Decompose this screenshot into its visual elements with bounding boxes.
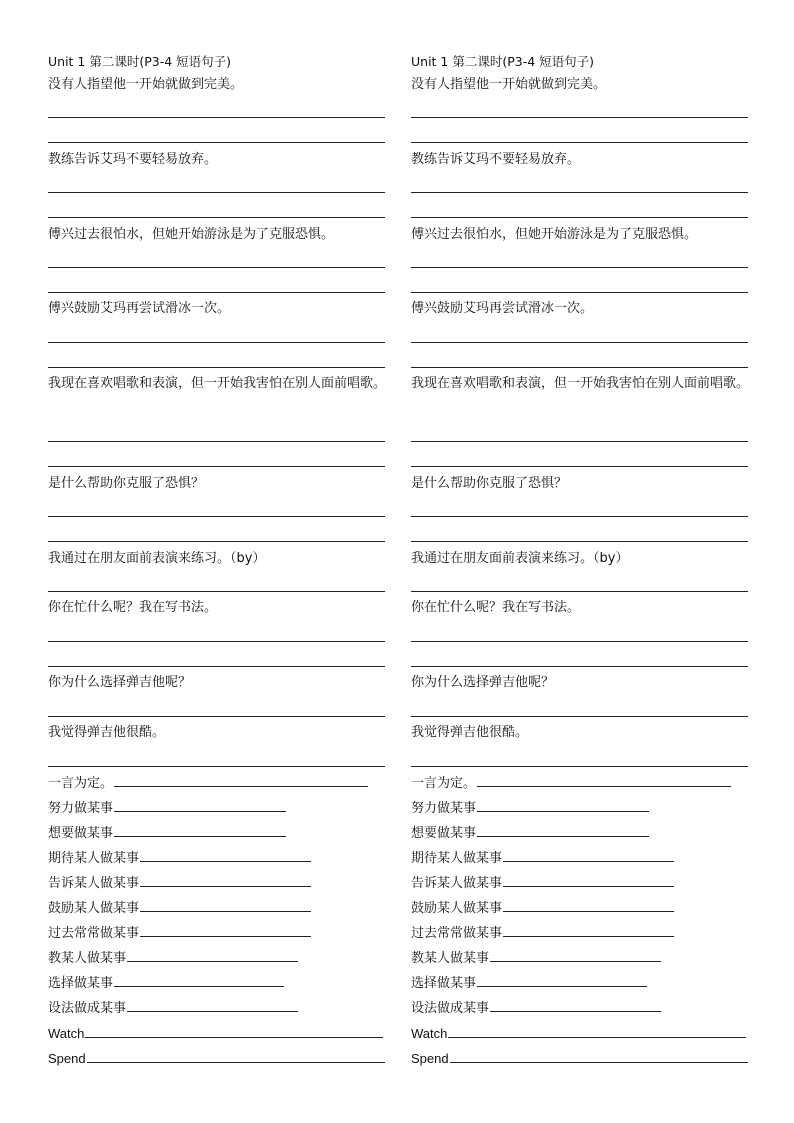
phrase-label: 一言为定。 — [48, 776, 114, 791]
phrase-item — [411, 772, 731, 796]
phrase-blank[interactable] — [477, 797, 649, 812]
phrase-label: 期待某人做某事 — [48, 851, 140, 866]
phrase-item — [411, 972, 647, 996]
phrase-label: 努力做某事 — [411, 801, 477, 816]
sentence-prompt: 是什么帮助你克服了恐惧？ — [411, 476, 568, 491]
sentence-prompt: 教练告诉艾玛不要轻易放弃。 — [48, 152, 218, 167]
phrase-blank[interactable] — [477, 772, 731, 787]
phrase-item — [48, 1047, 385, 1071]
sentence-item — [48, 596, 393, 620]
sentence-prompt: 我通过在朋友面前表演来练习。（by） — [411, 551, 629, 566]
phrase-blank[interactable] — [127, 997, 298, 1012]
phrase-label: Watch — [48, 1026, 85, 1041]
sentence-item — [48, 148, 393, 172]
worksheet-title: Unit 1 第二课时(P3-4 短语句子) — [411, 54, 595, 69]
sentence-item — [48, 671, 393, 695]
sentence-prompt: 我觉得弹吉他很酷。 — [48, 725, 166, 740]
phrase-item — [48, 847, 311, 871]
phrase-label: 选择做某事 — [48, 976, 114, 991]
phrase-item — [48, 972, 284, 996]
answer-line[interactable] — [48, 591, 385, 592]
sentence-item — [411, 721, 756, 745]
phrase-blank[interactable] — [503, 847, 674, 862]
answer-line[interactable] — [48, 441, 385, 442]
sentence-prompt: 傅兴鼓励艾玛再尝试滑冰一次。 — [411, 301, 594, 316]
phrase-blank[interactable] — [127, 947, 298, 962]
phrase-label: 期待某人做某事 — [411, 851, 503, 866]
answer-line[interactable] — [411, 342, 748, 343]
answer-line[interactable] — [48, 342, 385, 343]
phrase-label: 过去常常做某事 — [48, 926, 140, 941]
answer-line[interactable] — [48, 292, 385, 293]
sentence-item — [411, 223, 756, 247]
phrase-label: 告诉某人做某事 — [411, 876, 503, 891]
phrase-item — [411, 872, 674, 896]
sentence-prompt: 傅兴鼓励艾玛再尝试滑冰一次。 — [48, 301, 231, 316]
phrase-item — [48, 822, 286, 846]
answer-line[interactable] — [48, 117, 385, 118]
sentence-item — [48, 297, 393, 321]
answer-line[interactable] — [48, 641, 385, 642]
phrase-label: Spend — [48, 1051, 86, 1066]
sentence-prompt: 我现在喜欢唱歌和表演，但一开始我害怕在别人面前唱歌。 — [411, 376, 750, 391]
answer-line[interactable] — [48, 367, 385, 368]
phrase-blank[interactable] — [114, 822, 286, 837]
phrase-blank[interactable] — [140, 872, 311, 887]
phrase-label: 想要做某事 — [48, 826, 114, 841]
answer-line[interactable] — [411, 466, 748, 467]
sentence-item — [411, 372, 756, 396]
sentence-prompt: 我觉得弹吉他很酷。 — [411, 725, 529, 740]
answer-line[interactable] — [411, 666, 748, 667]
phrase-blank[interactable] — [448, 1023, 746, 1038]
worksheet-title: Unit 1 第二课时(P3-4 短语句子) — [48, 54, 232, 69]
phrase-label: 教某人做某事 — [48, 951, 127, 966]
phrase-blank[interactable] — [140, 897, 311, 912]
answer-line[interactable] — [411, 641, 748, 642]
sentence-item — [411, 297, 756, 321]
sentence-item — [48, 721, 393, 745]
answer-line[interactable] — [48, 766, 385, 767]
answer-line[interactable] — [48, 466, 385, 467]
phrase-item — [411, 1047, 748, 1071]
sentence-item — [411, 148, 756, 172]
sentence-item — [411, 547, 756, 571]
phrase-item — [48, 922, 311, 946]
answer-line[interactable] — [48, 192, 385, 193]
phrase-blank[interactable] — [503, 872, 674, 887]
phrase-item — [48, 1022, 383, 1046]
phrase-item — [411, 922, 674, 946]
sentence-item — [48, 472, 393, 496]
phrase-item — [411, 1022, 746, 1046]
sentence-item — [48, 73, 393, 97]
answer-line[interactable] — [411, 766, 748, 767]
phrase-label: 设法做成某事 — [411, 1001, 490, 1016]
sentence-prompt: 傅兴过去很怕水，但她开始游泳是为了克服恐惧。 — [48, 227, 335, 242]
sentence-prompt: 是什么帮助你克服了恐惧？ — [48, 476, 205, 491]
sentence-prompt: 傅兴过去很怕水，但她开始游泳是为了克服恐惧。 — [411, 227, 698, 242]
phrase-blank[interactable] — [114, 797, 286, 812]
sentence-item — [411, 73, 756, 97]
phrase-blank[interactable] — [503, 897, 674, 912]
answer-line[interactable] — [48, 716, 385, 717]
answer-line[interactable] — [411, 516, 748, 517]
phrase-blank[interactable] — [114, 972, 284, 987]
answer-line[interactable] — [48, 516, 385, 517]
phrase-item — [48, 797, 286, 821]
phrase-label: 告诉某人做某事 — [48, 876, 140, 891]
phrase-blank[interactable] — [140, 922, 311, 937]
sentence-prompt: 你在忙什么呢？我在写书法。 — [48, 600, 218, 615]
answer-line[interactable] — [411, 541, 748, 542]
sentence-item — [411, 472, 756, 496]
phrase-label: Spend — [411, 1051, 449, 1066]
answer-line[interactable] — [48, 142, 385, 143]
phrase-item — [411, 797, 649, 821]
answer-line[interactable] — [48, 217, 385, 218]
phrase-item — [411, 897, 674, 921]
sentence-item — [48, 372, 393, 396]
phrase-blank[interactable] — [87, 1048, 385, 1063]
phrase-blank[interactable] — [477, 822, 649, 837]
phrase-label: 努力做某事 — [48, 801, 114, 816]
phrase-item — [48, 897, 311, 921]
sentence-item — [48, 223, 393, 247]
sentence-item — [411, 596, 756, 620]
phrase-label: 一言为定。 — [411, 776, 477, 791]
answer-line[interactable] — [411, 217, 748, 218]
phrase-label: 鼓励某人做某事 — [411, 901, 503, 916]
answer-line[interactable] — [411, 142, 748, 143]
answer-line[interactable] — [411, 117, 748, 118]
phrase-label: 想要做某事 — [411, 826, 477, 841]
answer-line[interactable] — [411, 267, 748, 268]
phrase-blank[interactable] — [85, 1023, 383, 1038]
sentence-prompt: 你为什么选择弹吉他呢？ — [411, 675, 555, 690]
phrase-item — [411, 947, 661, 971]
sentence-prompt: 我现在喜欢唱歌和表演，但一开始我害怕在别人面前唱歌。 — [48, 376, 387, 391]
phrase-blank[interactable] — [503, 922, 674, 937]
sentence-item — [411, 671, 756, 695]
answer-line[interactable] — [411, 441, 748, 442]
phrase-blank[interactable] — [490, 997, 661, 1012]
phrase-item — [48, 947, 298, 971]
phrase-item — [48, 772, 368, 796]
phrase-item — [48, 997, 298, 1021]
phrase-label: 鼓励某人做某事 — [48, 901, 140, 916]
sentence-prompt: 我通过在朋友面前表演来练习。（by） — [48, 551, 266, 566]
phrase-item — [48, 872, 311, 896]
sentence-prompt: 教练告诉艾玛不要轻易放弃。 — [411, 152, 581, 167]
phrase-item — [411, 847, 674, 871]
phrase-label: Watch — [411, 1026, 448, 1041]
answer-line[interactable] — [411, 292, 748, 293]
phrase-label: 选择做某事 — [411, 976, 477, 991]
phrase-blank[interactable] — [477, 972, 647, 987]
phrase-blank[interactable] — [490, 947, 661, 962]
answer-line[interactable] — [48, 666, 385, 667]
sentence-prompt: 你在忙什么呢？我在写书法。 — [411, 600, 581, 615]
answer-line[interactable] — [411, 591, 748, 592]
phrase-blank[interactable] — [140, 847, 311, 862]
answer-line[interactable] — [48, 267, 385, 268]
phrase-blank[interactable] — [114, 772, 368, 787]
phrase-label: 设法做成某事 — [48, 1001, 127, 1016]
phrase-item — [411, 822, 649, 846]
phrase-item — [411, 997, 661, 1021]
answer-line[interactable] — [411, 367, 748, 368]
sentence-prompt: 你为什么选择弹吉他呢？ — [48, 675, 192, 690]
sentence-prompt: 没有人指望他一开始就做到完美。 — [48, 77, 244, 92]
phrase-blank[interactable] — [450, 1048, 748, 1063]
answer-line[interactable] — [48, 541, 385, 542]
answer-line[interactable] — [411, 192, 748, 193]
phrase-label: 过去常常做某事 — [411, 926, 503, 941]
phrase-label: 教某人做某事 — [411, 951, 490, 966]
sentence-prompt: 没有人指望他一开始就做到完美。 — [411, 77, 607, 92]
answer-line[interactable] — [411, 716, 748, 717]
sentence-item — [48, 547, 393, 571]
